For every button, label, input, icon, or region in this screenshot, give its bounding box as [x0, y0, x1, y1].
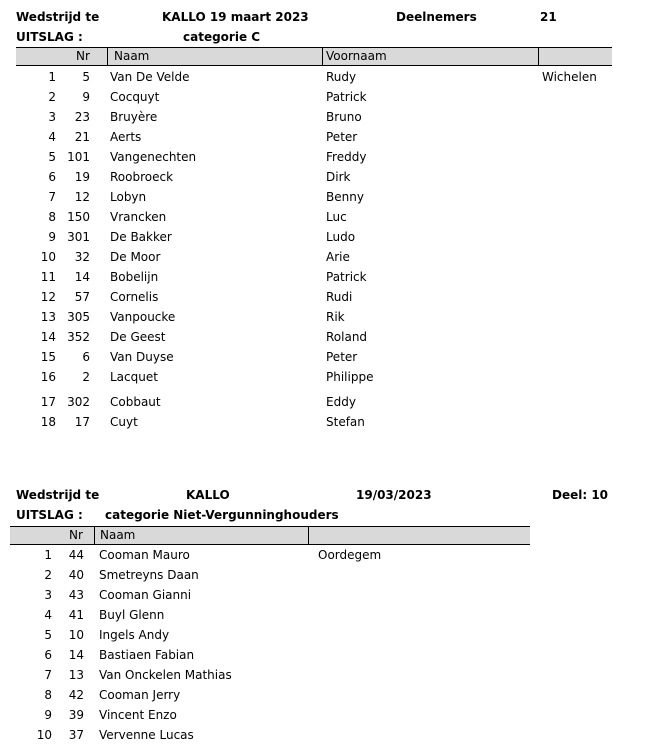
row-number: 44 [68, 548, 84, 562]
row-firstname: Stefan [326, 415, 365, 429]
s2-event: KALLO [186, 488, 230, 502]
row-position: 10 [40, 250, 56, 264]
s1-event: KALLO 19 maart 2023 [162, 10, 309, 24]
s1-table-row [0, 415, 664, 435]
row-number: 10 [68, 628, 84, 642]
row-name: Cooman Mauro [99, 548, 190, 562]
row-name: Van Onckelen Mathias [99, 668, 232, 682]
s1-table-row [0, 210, 664, 230]
s2-table-row [0, 608, 664, 628]
row-firstname: Freddy [326, 150, 367, 164]
row-position: 2 [44, 568, 52, 582]
row-name: Vrancken [110, 210, 167, 224]
row-position: 9 [48, 230, 56, 244]
s1-table-row [0, 170, 664, 190]
row-number: 2 [82, 370, 90, 384]
s1-table-row [0, 130, 664, 150]
row-name: Cuyt [110, 415, 138, 429]
row-number: 301 [67, 230, 90, 244]
row-number: 5 [82, 70, 90, 84]
s1-participants-label: Deelnemers [396, 10, 477, 24]
row-name: Smetreyns Daan [99, 568, 199, 582]
s1-category: categorie C [183, 30, 261, 44]
row-firstname: Rudy [326, 70, 357, 84]
s1-col-voornaam: Voornaam [326, 49, 387, 63]
row-position: 5 [48, 150, 56, 164]
row-position: 8 [48, 210, 56, 224]
row-firstname: Philippe [326, 370, 374, 384]
row-name: De Moor [110, 250, 161, 264]
s1-table-row [0, 270, 664, 290]
row-name: Buyl Glenn [99, 608, 165, 622]
s2-category: categorie Niet-Vergunninghouders [105, 508, 339, 522]
s1-table-row [0, 250, 664, 270]
s1-column-header [16, 47, 612, 66]
row-firstname: Dirk [326, 170, 351, 184]
row-number: 305 [67, 310, 90, 324]
row-name: Ingels Andy [99, 628, 170, 642]
row-position: 9 [44, 708, 52, 722]
row-number: 19 [74, 170, 90, 184]
row-name: Lacquet [110, 370, 158, 384]
row-number: 43 [68, 588, 84, 602]
row-name: Vervenne Lucas [99, 728, 194, 742]
row-position: 7 [44, 668, 52, 682]
row-firstname: Patrick [326, 270, 367, 284]
s1-table-row [0, 190, 664, 210]
row-position: 8 [44, 688, 52, 702]
row-position: 3 [48, 110, 56, 124]
row-number: 37 [68, 728, 84, 742]
row-firstname: Patrick [326, 90, 367, 104]
row-place: Oordegem [318, 548, 382, 562]
row-name: Bastiaen Fabian [99, 648, 195, 662]
row-number: 17 [74, 415, 90, 429]
row-position: 15 [40, 350, 56, 364]
row-firstname: Arie [326, 250, 350, 264]
row-name: Van Duyse [110, 350, 174, 364]
s2-result-label: UITSLAG : [16, 508, 83, 522]
row-number: 12 [74, 190, 90, 204]
row-position: 5 [44, 628, 52, 642]
row-position: 6 [48, 170, 56, 184]
row-firstname: Ludo [326, 230, 356, 244]
row-firstname: Rik [326, 310, 345, 324]
row-name: Bruyère [110, 110, 158, 124]
row-position: 6 [44, 648, 52, 662]
s2-table-row [0, 688, 664, 708]
row-name: De Bakker [110, 230, 172, 244]
row-number: 352 [67, 330, 90, 344]
row-position: 14 [40, 330, 56, 344]
row-number: 6 [82, 350, 90, 364]
row-number: 23 [74, 110, 90, 124]
row-number: 302 [67, 395, 90, 409]
s1-table-row [0, 230, 664, 250]
row-position: 4 [44, 608, 52, 622]
s1-table-row [0, 370, 664, 390]
row-name: Vincent Enzo [99, 708, 177, 722]
row-number: 150 [67, 210, 90, 224]
row-position: 1 [44, 548, 52, 562]
s1-table-row [0, 310, 664, 330]
row-position: 7 [48, 190, 56, 204]
row-number: 14 [74, 270, 90, 284]
s1-participants-count: 21 [540, 10, 557, 24]
row-firstname: Bruno [326, 110, 362, 124]
s2-col-nr: Nr [69, 528, 83, 542]
s1-table-row [0, 90, 664, 110]
row-number: 14 [68, 648, 84, 662]
row-position: 1 [48, 70, 56, 84]
s2-title-label: Wedstrijd te [16, 488, 100, 502]
row-name: Bobelijn [110, 270, 159, 284]
row-number: 21 [74, 130, 90, 144]
row-name: Cobbaut [110, 395, 161, 409]
row-firstname: Peter [326, 130, 358, 144]
s1-table-row [0, 350, 664, 370]
row-name: Cooman Gianni [99, 588, 192, 602]
row-firstname: Rudi [326, 290, 353, 304]
s2-date: 19/03/2023 [356, 488, 432, 502]
row-number: 9 [82, 90, 90, 104]
row-number: 39 [68, 708, 84, 722]
row-position: 10 [36, 728, 52, 742]
row-name: Van De Velde [110, 70, 190, 84]
row-number: 57 [74, 290, 90, 304]
s1-table-row [0, 70, 664, 90]
row-place: Wichelen [542, 70, 597, 84]
row-name: Cocquyt [110, 90, 160, 104]
row-firstname: Luc [326, 210, 347, 224]
row-number: 42 [68, 688, 84, 702]
row-position: 12 [40, 290, 56, 304]
s2-table-row [0, 708, 664, 728]
s1-title-label: Wedstrijd te [16, 10, 100, 24]
row-firstname: Peter [326, 350, 358, 364]
s2-table-row [0, 628, 664, 648]
s1-table-row [0, 330, 664, 350]
row-position: 3 [44, 588, 52, 602]
s2-column-header [10, 526, 530, 545]
row-name: De Geest [110, 330, 166, 344]
row-position: 13 [40, 310, 56, 324]
s2-table-row [0, 648, 664, 668]
s2-table-row [0, 728, 664, 748]
row-number: 40 [68, 568, 84, 582]
s1-table-row [0, 395, 664, 415]
s1-table-row [0, 290, 664, 310]
s2-table-row [0, 548, 664, 568]
row-firstname: Roland [326, 330, 368, 344]
row-position: 16 [40, 370, 56, 384]
row-position: 2 [48, 90, 56, 104]
s2-table-row [0, 668, 664, 688]
row-number: 101 [67, 150, 90, 164]
s2-part: Deel: 10 [552, 488, 609, 502]
row-number: 41 [68, 608, 84, 622]
row-position: 11 [40, 270, 56, 284]
s1-col-naam: Naam [114, 49, 150, 63]
s1-table-row [0, 110, 664, 130]
row-firstname: Benny [326, 190, 364, 204]
row-name: Vangenechten [110, 150, 197, 164]
row-name: Lobyn [110, 190, 147, 204]
row-number: 13 [68, 668, 84, 682]
row-name: Aerts [110, 130, 142, 144]
row-name: Vanpoucke [110, 310, 176, 324]
row-firstname: Eddy [326, 395, 356, 409]
row-position: 17 [40, 395, 56, 409]
s1-table-row [0, 150, 664, 170]
row-name: Roobroeck [110, 170, 174, 184]
s2-table-row [0, 568, 664, 588]
s2-col-naam: Naam [100, 528, 136, 542]
s1-col-nr: Nr [76, 49, 90, 63]
row-position: 18 [40, 415, 56, 429]
row-name: Cooman Jerry [99, 688, 181, 702]
row-position: 4 [48, 130, 56, 144]
row-name: Cornelis [110, 290, 159, 304]
s1-result-label: UITSLAG : [16, 30, 83, 44]
row-number: 32 [74, 250, 90, 264]
s2-table-row [0, 588, 664, 608]
